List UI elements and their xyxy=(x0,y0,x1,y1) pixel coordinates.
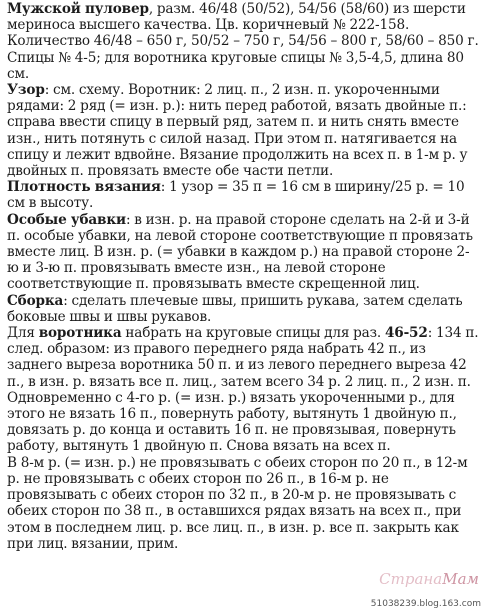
heading-pattern: Узор xyxy=(7,82,45,99)
paragraph-text: В 8-м р. (= изн. р.) не провязывать с обеих сторон по 20 п., в 12-м р. не провязывать с обеих сторон по 26 п., в 16-м р. не провязывать с обеих сторон по 32 п., в 20-м р. не провязывать с обеих сторон по 38 п., в оставшихся рядах вязать на всех п., при этом в последнем лиц. р. все лиц. п., в изн. р. все п. закрыть как при лиц. вязании, прим. xyxy=(7,454,468,552)
paragraph-short-rows xyxy=(7,455,481,552)
paragraph-text: набрать на круговые спицы для раз. xyxy=(121,325,385,342)
paragraph-assembly xyxy=(7,293,481,325)
paragraph-collar xyxy=(7,325,481,455)
paragraph-text: : сделать плечевые швы, пришить рукава, затем сделать боковые швы и швы рукавов. xyxy=(7,292,463,325)
size-label: 46-52 xyxy=(384,325,428,342)
paragraph-text: , разм. 46/48 (50/52), 54/56 (58/60) из шерсти мериноса высшего качества. Цв. коричневый № 222-158. Количество 46/48 – 650 г, 50/52 – 750 г, 54/56 – 800 г, 58/60 – 850 г. Спицы № 4-5; для воротника круговые спицы № 3,5-4,5, длина 80 см. xyxy=(7,1,479,82)
paragraph-text: Для xyxy=(7,325,39,342)
heading-decreases: Особые убавки xyxy=(7,211,126,228)
site-watermark: СтранаМам xyxy=(379,570,479,588)
paragraph-text: : в изн. р. на правой стороне сделать на 2-й и 3-й п. особые убавки, на левой стороне соответствующие п провязать вместе лиц. В изн. р. (= убавки в каждом р.) на правой стороне 2-ю и 3-ю п. провязывать вместе изн., на левой стороне соответствующие п. провязывать вместе скрещенной лиц. xyxy=(7,211,473,293)
paragraph-pattern xyxy=(7,82,481,179)
paragraph-text: : 134 п. след. образом: из правого переднего ряда набрать 42 п., из заднего выреза воротника 50 п. и из левого переднего выреза 42 п., в изн. р. вязать все п. лиц., затем всего 34 р. 2 лиц. п., 2 изн. п. Одновременно с 4-го р. (= изн. р.) вязать укороченными р., для этого не вязать 16 п., повернуть работу, вытянуть 1 двойную п., довязать р. до конца и оставить 16 п. не провязывая, повернуть работу, вытянуть 1 двойную п. Снова вязать на всех п. xyxy=(7,325,479,455)
heading-gauge: Плотность вязания xyxy=(7,179,161,196)
heading-pullover: Мужской пуловер xyxy=(7,1,149,17)
paragraph-text: : 1 узор = 35 п = 16 см в ширину/25 р. = 10 см в высоту. xyxy=(7,179,465,212)
paragraph-text: : см. схему. Воротник: 2 лиц. п., 2 изн. п. укороченными рядами: 2 ряд (= изн. р.): нить перед работой, вязать двойные п.: справа ввести спицу в первый ряд, затем п. и нить снять вместе изн., нить потянуть с силой назад. При этом п. натягивается на спицу и лежит вдвойне. Вязание продолжить на всех п. в 1-м р. у двойных п. провязать вместе обе части петли. xyxy=(7,82,468,180)
paragraph-decreases xyxy=(7,212,481,293)
heading-collar: воротника xyxy=(38,325,122,342)
source-url: 51038239.blog.163.com xyxy=(370,599,481,609)
heading-assembly: Сборка xyxy=(7,292,64,309)
paragraph-gauge xyxy=(7,179,481,211)
paragraph-header xyxy=(7,1,481,82)
